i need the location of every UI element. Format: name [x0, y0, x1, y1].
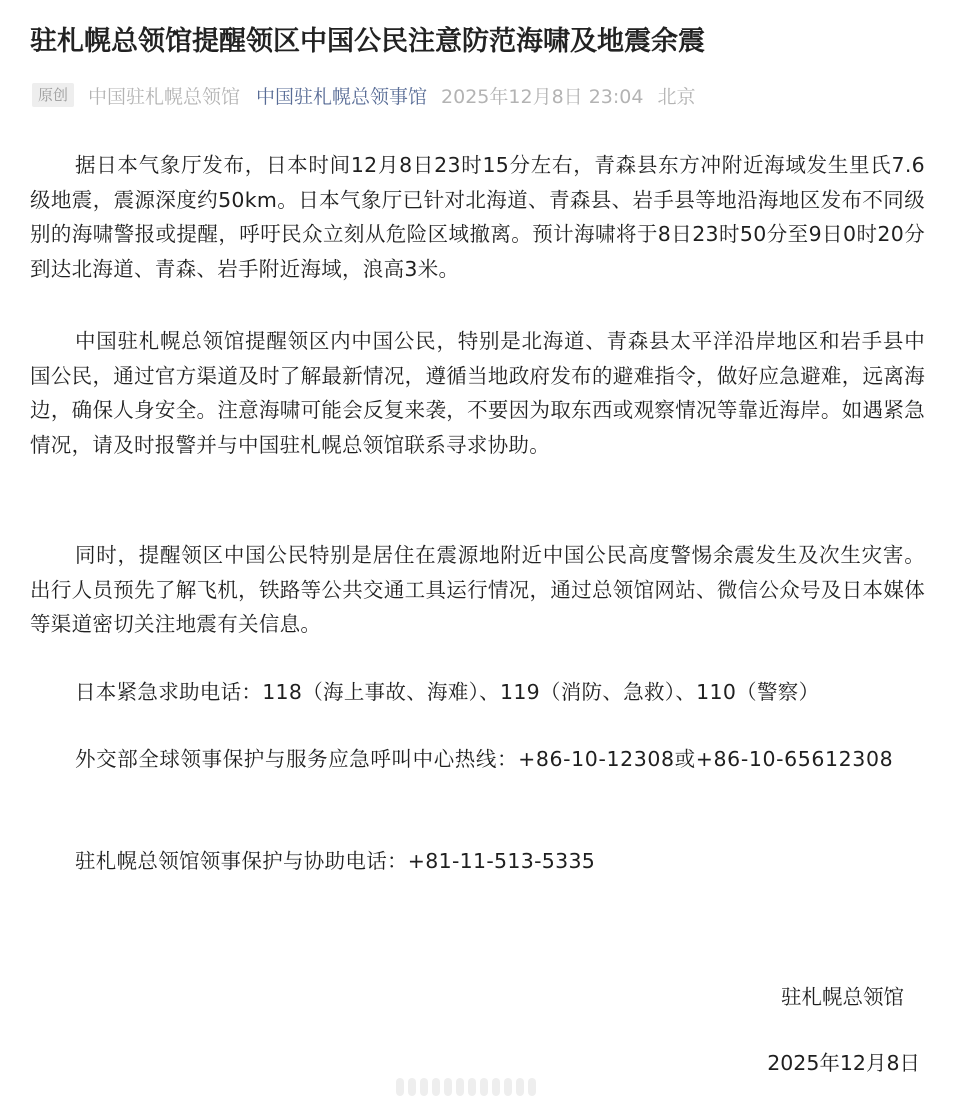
author-name: 中国驻札幌总领馆	[88, 85, 241, 108]
original-badge: 原创	[32, 83, 74, 107]
paragraph-safety-reminder: 中国驻札幌总领馆提醒领区内中国公民，特别是北海道、青森县太平洋沿岸地区和岩手县中国公民，通过官方渠道及时了解最新情况，遵循当地政府发布的避难指令，做好应急避难，远离海边，确保人身安全。注意海啸可能会反复来袭，不要因为取东西或观察情况等靠近海岸。如遇紧急情况，请及时报警并与中国驻札幌总领馆联系寻求协助。	[30, 329, 925, 457]
consulate-phone: 驻札幌总领馆领事保护与协助电话：+81-11-513-5335	[75, 849, 596, 873]
article-title: 驻札幌总领馆提醒领区中国公民注意防范海啸及地震余震	[30, 26, 705, 57]
signature-date: 2025年12月8日	[767, 1051, 920, 1075]
signature-org: 驻札幌总领馆	[781, 985, 904, 1009]
account-link[interactable]: 中国驻札幌总领事馆	[256, 85, 428, 108]
publish-location: 北京	[657, 85, 696, 108]
emergency-numbers: 日本紧急求助电话：118（海上事故、海难）、119（消防、急救）、110（警察）	[75, 680, 820, 704]
hotline-info: 外交部全球领事保护与服务应急呼叫中心热线：+86-10-12308或+86-10-65612308	[75, 747, 894, 771]
publish-time: 2025年12月8日 23:04	[441, 85, 644, 108]
article-meta	[32, 80, 695, 110]
watermark-decoration	[396, 1076, 566, 1098]
paragraph-aftershock-warning: 同时，提醒领区中国公民特别是居住在震源地附近中国公民高度警惕余震发生及次生灾害。出行人员预先了解飞机，铁路等公共交通工具运行情况，通过总领馆网站、微信公众号及日本媒体等渠道密切关注地震有关信息。	[30, 543, 925, 636]
paragraph-earthquake-report: 据日本气象厅发布，日本时间12月8日23时15分左右，青森县东方冲附近海域发生里氏7.6级地震，震源深度约50km。日本气象厅已针对北海道、青森县、岩手县等地沿海地区发布不同级别的海啸警报或提醒，呼吁民众立刻从危险区域撤离。预计海啸将于8日23时50分至9日0时20分到达北海道、青森、岩手附近海域，浪高3米。	[30, 153, 925, 281]
